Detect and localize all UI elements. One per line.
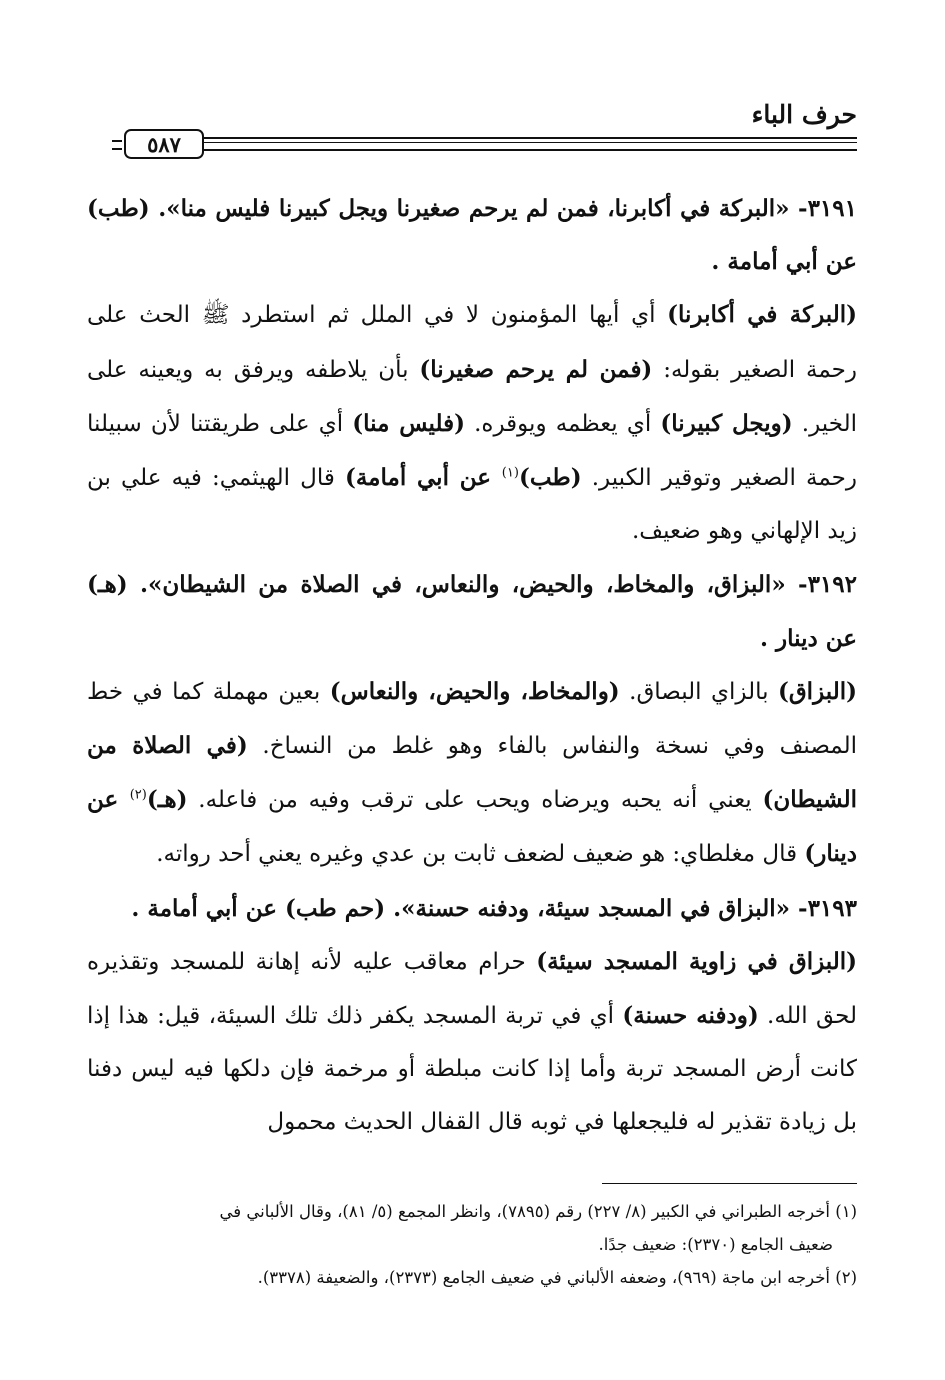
commentary-3191 <box>87 288 857 558</box>
hadith-3192: ٣١٩٢- «البزاق، والمخاط، والحيض، والنعاس، في الصلاة من الشيطان». (هـ) عن دينار . <box>87 571 857 652</box>
quote-span: عن أبي أمامة) <box>344 464 502 492</box>
main-text <box>87 182 857 1150</box>
header-rule <box>110 129 857 157</box>
text-span: يعني أنه يحبه ويرضاه ويحب على ترقب وفيه من فاعله. <box>187 787 763 814</box>
text-span: أي على طريقتنا لأن سبيلنا رحمة الصغير وتوقير الكبير. <box>87 410 857 492</box>
hadith-3193: ٣١٩٣- «البزاق في المسجد سيئة، ودفنه حسنة». (حم طب) عن أبي أمامة . <box>131 894 857 922</box>
quote-span: (ويجل كبيرنا) <box>660 409 793 437</box>
quote-span: (والمخاط، والحيض، والنعاس) <box>329 677 620 705</box>
text-span: بالزاي البصاق. <box>619 678 778 705</box>
footnote-ref-2[interactable]: (٢) <box>129 787 147 803</box>
hadith-3191: ٣١٩١- «البركة في أكابرنا، فمن لم يرحم صغيرنا ويجل كبيرنا فليس منا». (طب) عن أبي أمامة . <box>87 195 857 276</box>
commentary-3193 <box>87 935 857 1150</box>
quote-span: (طب) <box>518 464 582 492</box>
quote-span: (البزاق) <box>777 677 857 705</box>
text-span: أي يعظمه ويوقره. <box>464 410 661 437</box>
quote-span: (فليس منا) <box>352 409 465 437</box>
footnote-1-continued: ضعيف الجامع (٢٣٧٠): ضعيف جدًا. <box>598 1235 833 1254</box>
quote-span: (هـ) <box>146 786 188 814</box>
quote-span: (البركة في أكابرنا) <box>667 301 857 329</box>
footnote-separator <box>602 1183 857 1184</box>
footnote-1: (١) أخرجه الطبراني في الكبير (٨/ ٢٢٧) رقم (٧٨٩٥)، وانظر المجمع (٥/ ٨١)، وقال الألباني في <box>219 1202 857 1221</box>
quote-span: (في الصلاة من الشيطان) <box>87 732 857 814</box>
text-span: قال مغلطاي: هو ضعيف لضعف ثابت بن عدي وغيره يعني أحد رواته. <box>156 841 805 868</box>
text-span: قال الهيثمي: فيه علي بن زيد الإلهاني وهو ضعيف. <box>87 465 857 545</box>
commentary-3192 <box>87 665 857 882</box>
page-number: ٥٨٧ <box>124 129 204 159</box>
quote-span: (البزاق في زاوية المسجد سيئة) <box>536 947 857 975</box>
quote-span: (فمن لم يرحم صغيرنا) <box>419 355 653 383</box>
header-double-line <box>202 137 857 151</box>
quote-span: عن دينار) <box>87 786 857 868</box>
text-span: أي في تربة المسجد يكفر ذلك تلك السيئة، قيل: هذا إذا كانت أرض المسجد تربة وأما إذا كانت مبلطة أو مرخمة فإن دلكها فيه ليس دفنا بل زيادة تقذير له فليجعلها في ثوبه قال القفال الحديث محمول <box>87 1003 857 1136</box>
footnotes <box>87 1195 857 1294</box>
footnote-ref-1[interactable]: (١) <box>501 465 519 481</box>
text-span: أي أيها المؤمنون لا في الملل ثم استطرد ﷺ الحث على رحمة الصغير بقوله: <box>87 302 858 383</box>
text-span: بعين مهملة كما في خط المصنف وفي نسخة والنفاس بالفاء وهو غلط من النساخ. <box>87 678 857 760</box>
running-title: حرف الباء <box>751 100 857 129</box>
footnote-2: (٢) أخرجه ابن ماجة (٩٦٩)، وضعفه الألباني في ضعيف الجامع (٢٣٧٣)، والضعيفة (٣٣٧٨). <box>257 1268 857 1287</box>
text-span: حرام معاقب عليه لأنه إهانة للمسجد وتقذيره لحق الله. <box>87 948 857 1030</box>
quote-span: (ودفنه حسنة) <box>622 1002 759 1030</box>
text-span: بأن يلاطفه ويرفق به ويعينه على الخير. <box>87 356 857 437</box>
